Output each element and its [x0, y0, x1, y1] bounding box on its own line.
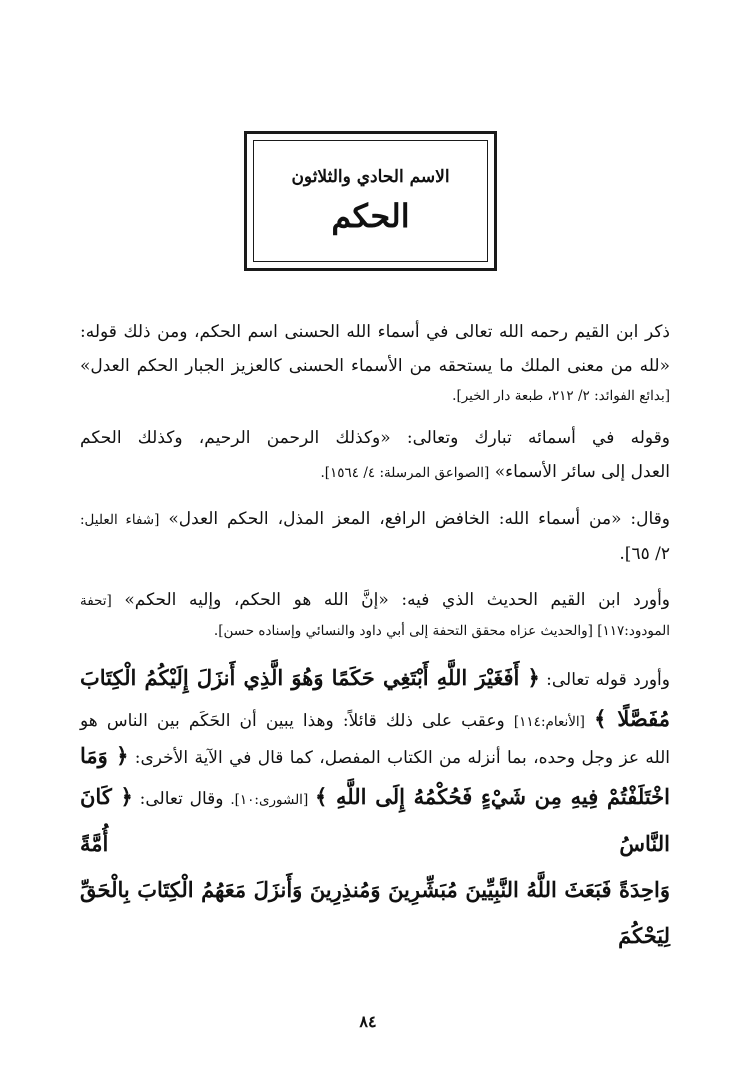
citation: [الشورى:١٠].	[230, 792, 309, 808]
citation: [بدائع الفوائد: ٢/ ٢١٢، طبعة دار الخير].	[452, 388, 670, 404]
paragraph-text: وقال: «من أسماء الله: الخافض الرافع، المعز المذل، الحكم العدل»	[168, 509, 671, 529]
quran-verse: وَاحِدَةً فَبَعَثَ اللَّهُ النَّبِيِّينَ مُبَشِّرِينَ وَمُنذِرِينَ وَأَنزَلَ مَعَهُمُ الْكِتَابَ بِالْحَقِّ لِيَحْكُمَ	[80, 877, 670, 948]
paragraph-line	[80, 455, 670, 490]
chapter-label: الاسم الحادي والثلاثون	[291, 167, 450, 187]
paragraph-text: وعقب على ذلك قائلاً: وهذا يبين أن الحَكَم بين الناس هو	[80, 711, 505, 731]
title-frame	[244, 131, 497, 271]
paragraph-4	[80, 583, 670, 644]
paragraph-line: «لله من معنى الملك ما يستحقه من الأسماء الحسنى كالعزيز الجبار الحكم العدل»	[80, 356, 670, 376]
paragraph-line	[80, 656, 670, 702]
citation: [تحفة	[80, 593, 112, 609]
page-body	[80, 315, 670, 960]
paragraph-line	[80, 583, 670, 618]
paragraph-line	[80, 739, 670, 775]
citation: ٢/ ٦٥].	[619, 544, 670, 564]
paragraph-text: العدل إلى سائر الأسماء»	[494, 462, 670, 482]
paragraph-5	[80, 656, 670, 960]
quran-verse: ﴿ أَفَغَيْرَ اللَّهِ أَبْتَغِي حَكَمًا وَهُوَ الَّذِي أَنزَلَ إِلَيْكُمُ الْكِتَابَ	[80, 665, 540, 690]
title-frame-inner	[253, 140, 488, 262]
citation: [الأنعام:١١٤]	[513, 714, 585, 730]
citation: [الصواعق المرسلة: ٤/ ١٥٦٤].	[320, 465, 490, 481]
paragraph-line	[80, 502, 670, 537]
paragraph-line: ذكر ابن القيم رحمه الله تعالى في أسماء الله الحسنى اسم الحكم، ومن ذلك قوله:	[80, 322, 670, 342]
citation: [شفاء العليل:	[80, 512, 160, 528]
quran-verse: ﴿ كَانَ النَّاسُ أُمَّةً	[80, 784, 670, 856]
paragraph-text: وأورد قوله تعالى:	[546, 670, 670, 690]
chapter-title: الحكم	[331, 197, 410, 235]
paragraph-line	[80, 775, 670, 868]
paragraph-line: وقوله في أسمائه تبارك وتعالى: «وكذلك الرحمن الرحيم، وكذلك الحكم	[80, 428, 670, 448]
paragraph-line	[80, 702, 670, 739]
paragraph-2	[80, 421, 670, 490]
paragraph-text: وأورد ابن القيم الحديث الذي فيه: «إنَّ الله هو الحكم، وإليه الحكم»	[124, 590, 671, 610]
quran-verse: اخْتَلَفْتُمْ فِيهِ مِن شَيْءٍ فَحُكْمُهُ إِلَى اللَّهِ ﴾	[315, 784, 671, 809]
quran-verse: مُفَصَّلًا ﴾	[594, 706, 671, 731]
paragraph-1	[80, 315, 670, 409]
paragraph-text: وقال تعالى:	[139, 789, 224, 809]
citation: المودود:١١٧] [والحديث عزاه محقق التحفة إلى أبي داود والنسائي وإسناده حسن].	[213, 623, 670, 639]
paragraph-text: الله عز وجل وحده، بما أنزله من الكتاب المفصل، كما قال في الآية الأخرى:	[134, 748, 670, 768]
quran-verse: ﴿ وَمَا	[80, 743, 129, 768]
paragraph-line	[80, 868, 670, 960]
paragraph-3	[80, 502, 670, 571]
page-number: ٨٤	[359, 1012, 377, 1031]
